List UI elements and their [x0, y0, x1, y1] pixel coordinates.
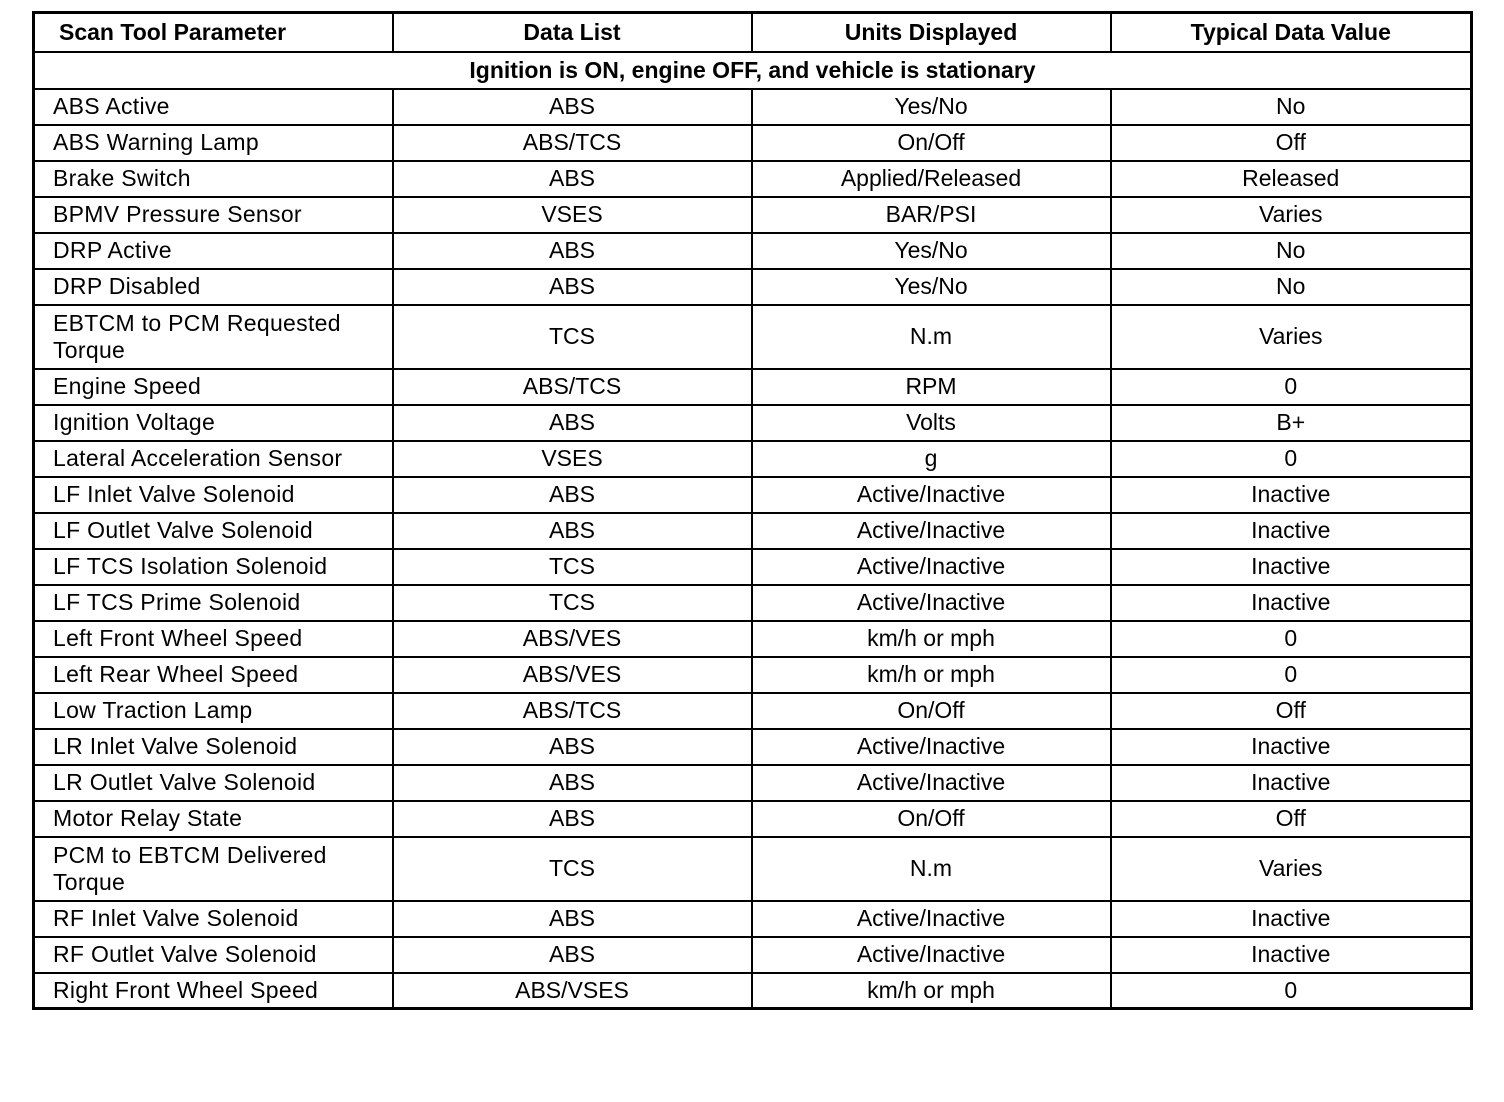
cell-units: Active/Inactive: [752, 901, 1111, 937]
cell-units: N.m: [752, 305, 1111, 369]
cell-units: Volts: [752, 405, 1111, 441]
cell-parameter: LR Outlet Valve Solenoid: [34, 765, 393, 801]
cell-parameter: Lateral Acceleration Sensor: [34, 441, 393, 477]
cell-data-list: TCS: [393, 837, 752, 901]
cell-parameter: RF Outlet Valve Solenoid: [34, 937, 393, 973]
table-row: [34, 585, 1472, 621]
cell-parameter: PCM to EBTCM Delivered Torque: [34, 837, 393, 901]
cell-data-list: TCS: [393, 305, 752, 369]
table-row: [34, 197, 1472, 233]
cell-typical-value: 0: [1111, 441, 1472, 477]
header-row: [34, 13, 1472, 52]
table-row: [34, 305, 1472, 369]
table-row: [34, 477, 1472, 513]
cell-parameter: LF Inlet Valve Solenoid: [34, 477, 393, 513]
cell-units: On/Off: [752, 801, 1111, 837]
cell-data-list: ABS/VES: [393, 657, 752, 693]
cell-parameter: Engine Speed: [34, 369, 393, 405]
cell-units: Yes/No: [752, 269, 1111, 305]
cell-units: Active/Inactive: [752, 477, 1111, 513]
cell-typical-value: Inactive: [1111, 937, 1472, 973]
cell-units: Yes/No: [752, 89, 1111, 125]
cell-parameter: RF Inlet Valve Solenoid: [34, 901, 393, 937]
cell-data-list: ABS: [393, 765, 752, 801]
cell-typical-value: Off: [1111, 693, 1472, 729]
cell-typical-value: Inactive: [1111, 585, 1472, 621]
table-row: [34, 513, 1472, 549]
cell-data-list: ABS/VSES: [393, 973, 752, 1009]
table-row: [34, 441, 1472, 477]
column-header-units: Units Displayed: [752, 13, 1111, 52]
table-row: [34, 405, 1472, 441]
cell-units: RPM: [752, 369, 1111, 405]
table-row: [34, 233, 1472, 269]
cell-parameter: Right Front Wheel Speed: [34, 973, 393, 1009]
cell-data-list: ABS: [393, 477, 752, 513]
cell-parameter: DRP Active: [34, 233, 393, 269]
cell-units: Active/Inactive: [752, 513, 1111, 549]
cell-units: On/Off: [752, 125, 1111, 161]
cell-units: g: [752, 441, 1111, 477]
cell-typical-value: Off: [1111, 125, 1472, 161]
cell-data-list: VSES: [393, 441, 752, 477]
cell-data-list: ABS: [393, 937, 752, 973]
table-row: [34, 269, 1472, 305]
cell-parameter: Low Traction Lamp: [34, 693, 393, 729]
cell-parameter: Left Rear Wheel Speed: [34, 657, 393, 693]
cell-typical-value: Varies: [1111, 837, 1472, 901]
cell-parameter: BPMV Pressure Sensor: [34, 197, 393, 233]
table-row: [34, 901, 1472, 937]
cell-data-list: TCS: [393, 549, 752, 585]
cell-data-list: ABS/VES: [393, 621, 752, 657]
cell-data-list: ABS: [393, 161, 752, 197]
cell-typical-value: Off: [1111, 801, 1472, 837]
cell-parameter: LF Outlet Valve Solenoid: [34, 513, 393, 549]
table-row: [34, 693, 1472, 729]
table-row: [34, 765, 1472, 801]
cell-units: km/h or mph: [752, 973, 1111, 1009]
cell-data-list: ABS/TCS: [393, 693, 752, 729]
table-row: [34, 973, 1472, 1009]
section-row: [34, 52, 1472, 89]
cell-data-list: ABS: [393, 89, 752, 125]
cell-units: BAR/PSI: [752, 197, 1111, 233]
cell-parameter: Brake Switch: [34, 161, 393, 197]
cell-typical-value: Inactive: [1111, 477, 1472, 513]
cell-units: km/h or mph: [752, 621, 1111, 657]
cell-units: Active/Inactive: [752, 549, 1111, 585]
cell-data-list: ABS: [393, 269, 752, 305]
cell-typical-value: Inactive: [1111, 513, 1472, 549]
cell-data-list: ABS: [393, 233, 752, 269]
cell-units: Active/Inactive: [752, 729, 1111, 765]
cell-units: N.m: [752, 837, 1111, 901]
table-row: [34, 657, 1472, 693]
table-row: [34, 549, 1472, 585]
cell-data-list: ABS: [393, 513, 752, 549]
cell-data-list: ABS: [393, 801, 752, 837]
table-body: [34, 52, 1472, 1009]
cell-typical-value: Varies: [1111, 305, 1472, 369]
cell-units: Yes/No: [752, 233, 1111, 269]
table-row: [34, 161, 1472, 197]
table-row: [34, 937, 1472, 973]
table-row: [34, 621, 1472, 657]
cell-typical-value: 0: [1111, 621, 1472, 657]
cell-parameter: EBTCM to PCM Requested Torque: [34, 305, 393, 369]
cell-data-list: VSES: [393, 197, 752, 233]
cell-data-list: TCS: [393, 585, 752, 621]
table-row: [34, 801, 1472, 837]
section-title: Ignition is ON, engine OFF, and vehicle is stationary: [34, 52, 1472, 89]
cell-units: Active/Inactive: [752, 765, 1111, 801]
cell-parameter: Ignition Voltage: [34, 405, 393, 441]
scan-tool-data-table: [32, 11, 1473, 1010]
cell-parameter: LF TCS Prime Solenoid: [34, 585, 393, 621]
cell-parameter: ABS Warning Lamp: [34, 125, 393, 161]
cell-units: On/Off: [752, 693, 1111, 729]
column-header-typical-value: Typical Data Value: [1111, 13, 1472, 52]
column-header-parameter: Scan Tool Parameter: [34, 13, 393, 52]
table-row: [34, 369, 1472, 405]
cell-parameter: Left Front Wheel Speed: [34, 621, 393, 657]
cell-data-list: ABS/TCS: [393, 369, 752, 405]
cell-typical-value: No: [1111, 233, 1472, 269]
cell-typical-value: Inactive: [1111, 765, 1472, 801]
cell-units: Active/Inactive: [752, 937, 1111, 973]
cell-parameter: DRP Disabled: [34, 269, 393, 305]
cell-parameter: ABS Active: [34, 89, 393, 125]
cell-typical-value: Inactive: [1111, 549, 1472, 585]
table-row: [34, 837, 1472, 901]
cell-data-list: ABS: [393, 901, 752, 937]
cell-typical-value: No: [1111, 89, 1472, 125]
cell-units: km/h or mph: [752, 657, 1111, 693]
cell-typical-value: B+: [1111, 405, 1472, 441]
cell-typical-value: 0: [1111, 657, 1472, 693]
cell-units: Active/Inactive: [752, 585, 1111, 621]
cell-parameter: Motor Relay State: [34, 801, 393, 837]
table-row: [34, 729, 1472, 765]
cell-parameter: LR Inlet Valve Solenoid: [34, 729, 393, 765]
cell-typical-value: 0: [1111, 973, 1472, 1009]
cell-typical-value: No: [1111, 269, 1472, 305]
cell-typical-value: 0: [1111, 369, 1472, 405]
cell-data-list: ABS/TCS: [393, 125, 752, 161]
cell-typical-value: Inactive: [1111, 901, 1472, 937]
table-row: [34, 89, 1472, 125]
column-header-data-list: Data List: [393, 13, 752, 52]
cell-typical-value: Released: [1111, 161, 1472, 197]
cell-typical-value: Inactive: [1111, 729, 1472, 765]
table-row: [34, 125, 1472, 161]
cell-data-list: ABS: [393, 405, 752, 441]
cell-parameter: LF TCS Isolation Solenoid: [34, 549, 393, 585]
cell-units: Applied/Released: [752, 161, 1111, 197]
cell-data-list: ABS: [393, 729, 752, 765]
cell-typical-value: Varies: [1111, 197, 1472, 233]
